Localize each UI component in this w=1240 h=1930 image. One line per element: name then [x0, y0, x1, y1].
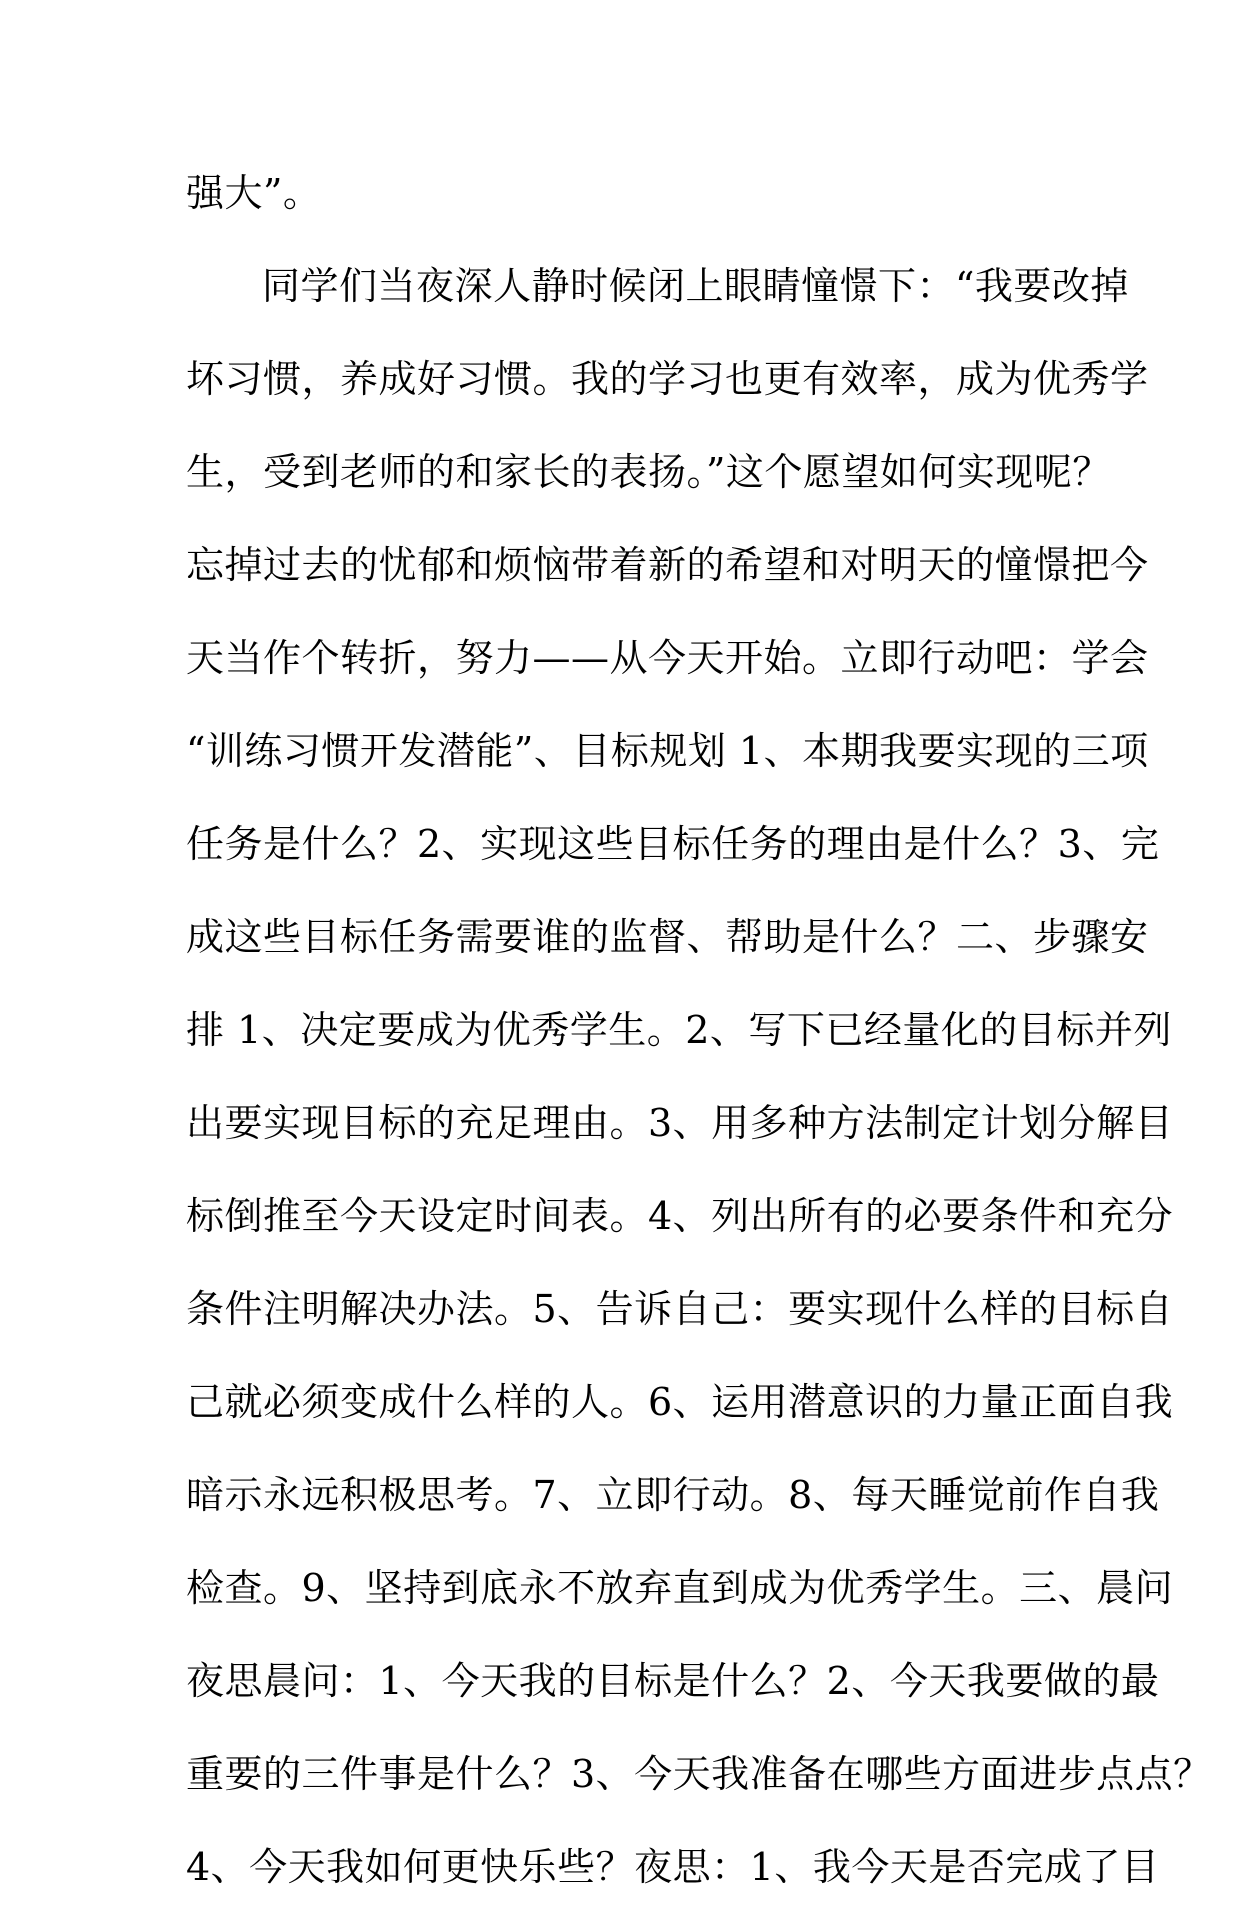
text-line: 任务是什么？2、实现这些目标任务的理由是什么？3、完 — [186, 822, 1160, 866]
text-line: 条件注明解决办法。5、告诉自己：要实现什么样的目标自 — [186, 1287, 1174, 1331]
text-line: 成这些目标任务需要谁的监督、帮助是什么？二、步骤安 — [186, 915, 1149, 959]
text-line: “训练习惯开发潜能”、目标规划 1、本期我要实现的三项 — [186, 729, 1149, 773]
text-line: 坏习惯，养成好习惯。我的学习也更有效率，成为优秀学 — [186, 357, 1149, 401]
text-line: 重要的三件事是什么？3、今天我准备在哪些方面进步点点？ — [186, 1752, 1212, 1796]
text-line: 出要实现目标的充足理由。3、用多种方法制定计划分解目 — [186, 1101, 1174, 1145]
text-line: 强大”。 — [186, 171, 322, 215]
text-line: 生，受到老师的和家长的表扬。”这个愿望如何实现呢？ — [186, 450, 1111, 494]
text-line: 4、今天我如何更快乐些？夜思：1、我今天是否完成了目 — [186, 1845, 1160, 1889]
text-line: 己就必须变成什么样的人。6、运用潜意识的力量正面自我 — [186, 1380, 1174, 1424]
text-line: 标倒推至今天设定时间表。4、列出所有的必要条件和充分 — [186, 1194, 1174, 1238]
text-line: 检查。9、坚持到底永不放弃直到成为优秀学生。三、晨问 — [186, 1566, 1174, 1610]
text-line: 忘掉过去的忧郁和烦恼带着新的希望和对明天的憧憬把今 — [186, 543, 1149, 587]
text-line: 夜思晨问：1、今天我的目标是什么？2、今天我要做的最 — [186, 1659, 1160, 1703]
text-line: 天当作个转折，努力——从今天开始。立即行动吧：学会 — [186, 636, 1149, 680]
text-line: 排 1、决定要成为优秀学生。2、写下已经量化的目标并列 — [186, 1008, 1172, 1052]
body-text — [186, 163, 1212, 1930]
text-line: 暗示永远积极思考。7、立即行动。8、每天睡觉前作自我 — [186, 1473, 1160, 1517]
text-line: 同学们当夜深人静时候闭上眼睛憧憬下：“我要改掉 — [262, 264, 1129, 308]
